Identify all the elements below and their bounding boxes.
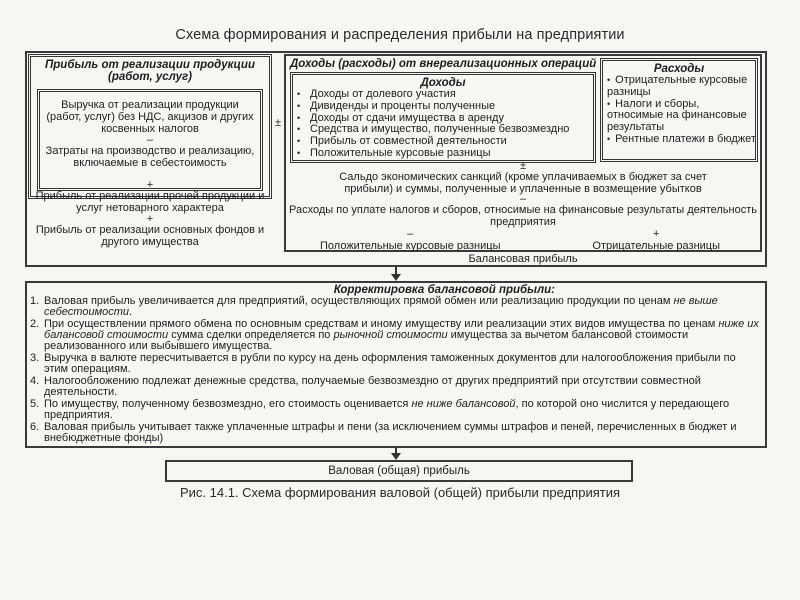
costs-text: Затраты на производство и реализацию, включаемые в себестоимость <box>45 145 255 169</box>
correction-item <box>30 353 760 375</box>
income-title: Доходы <box>420 77 466 89</box>
minus-sign: – <box>407 228 414 240</box>
item-text: По имуществу, полученному безвозмездно, его стоимость оценивается <box>44 397 412 410</box>
plus-minus-sign: ± <box>519 160 527 172</box>
sanctions-text: Сальдо экономических санкций (кроме уплачиваемых в бюджет за счет прибыли) и суммы, полученные и уплаченные в возмещение убытков <box>339 171 707 195</box>
revenue-costs-box <box>37 89 263 191</box>
figure-caption: Рис. 14.1. Схема формирования валовой (общей) прибыли предприятия <box>179 485 621 500</box>
down-arrow-icon <box>391 448 401 460</box>
positive-diff-text: Положительные курсовые разницы <box>320 240 501 252</box>
item-number: 2. <box>30 317 40 330</box>
sales-profit-heading: Прибыль от реализации продукции (работ, услуг) <box>45 59 255 83</box>
negative-diff-col <box>592 228 720 252</box>
emphasis-text: не выше себестоимости <box>44 295 718 319</box>
list-item: • Прибыль от совместной деятельности <box>297 136 569 148</box>
list-item: • Рентные платежи в бюджет <box>607 133 756 145</box>
item-text: , по которой оно числится у передающего предприятия. <box>44 397 730 422</box>
correction-item <box>30 376 760 398</box>
list-item: • Налоги и сборы, относимые на финансовые результаты <box>607 98 747 134</box>
balance-profit-label: Балансовая прибыль <box>468 253 578 265</box>
exchange-diff-row <box>286 228 760 252</box>
item-text: сумма сделки определяется по <box>168 329 334 342</box>
correction-item <box>30 319 760 353</box>
fixed-assets-text: Прибыль от реализации основных фондов и другого имущества <box>35 224 265 248</box>
expenses-box <box>600 58 758 162</box>
other-products-text: Прибыль от реализации прочей продукции и услуг нетоварного характера <box>35 190 265 214</box>
list-item: • Средства и имущество, полученные безвозмездно <box>297 124 569 136</box>
item-text: . <box>129 306 133 319</box>
expenses-list <box>607 75 757 146</box>
revenue-text: Выручка от реализации продукции (работ, услуг) без НДС, акцизов и других косвенных налогов <box>46 99 254 135</box>
other-sales-block <box>30 180 270 248</box>
item-text: Валовая прибыль учитывает также уплаченные штрафы и пени (за исключением суммы штрафов и пеней, перечисленных в бюджет и внебюджетные фонды) <box>44 420 737 444</box>
plus-sign: + <box>146 179 154 191</box>
taxes-text: Расходы по уплате налогов и сборов, относимые на финансовые результаты деятельность предприятия <box>289 204 757 228</box>
non-operating-lower <box>286 162 760 252</box>
emphasis-text: ниже их балансовой стоимости <box>44 317 759 342</box>
negative-diff-text: Отрицательные разницы <box>592 240 720 252</box>
plus-minus-sign: ± <box>274 117 282 129</box>
item-text: При осуществлении прямого обмена по основным средствам и иному имуществу или реализации этих видов имущества по ценам <box>44 317 719 330</box>
list-item: • Дивиденды и проценты полученные <box>297 101 569 113</box>
list-item: • Положительные курсовые разницы <box>297 148 569 160</box>
corrections-list <box>30 296 760 445</box>
emphasis-text: не ниже балансовой <box>411 397 516 410</box>
correction-item <box>30 399 760 421</box>
plus-sign: + <box>146 213 154 225</box>
list-item: • Отрицательные курсовые разницы <box>607 74 747 98</box>
sales-profit-panel <box>28 54 272 199</box>
correction-item <box>30 422 760 444</box>
item-text: Валовая прибыль увеличивается для предприятий, осуществляющих прямой обмен или реализацию продукции по ценам <box>44 295 674 307</box>
list-item: • Доходы от долевого участия <box>297 89 569 101</box>
non-operating-heading: Доходы (расходы) от внереализационных операций <box>290 58 597 70</box>
list-item: • Доходы от сдачи имущества в аренду <box>297 113 569 125</box>
corrections-heading: Корректировка балансовой прибыли: <box>333 284 555 296</box>
item-text: имущества за вычетом балансовой стоимости реализованного или выбывшего имущества. <box>44 329 689 353</box>
expenses-title: Расходы <box>653 63 705 75</box>
positive-diff-col <box>320 228 500 252</box>
correction-item <box>30 296 760 318</box>
gross-profit-box: Валовая (общая) прибыль <box>165 460 633 482</box>
down-arrow-icon <box>391 267 401 281</box>
item-number: 3. <box>30 352 40 365</box>
minus-sign: – <box>146 134 154 146</box>
emphasis-text: рыночной стоимости <box>333 329 448 342</box>
income-box <box>290 72 596 163</box>
balance-profit-corrections-box <box>25 281 767 448</box>
item-number: 4. <box>30 374 40 387</box>
item-number: 5. <box>30 397 40 410</box>
item-text: Выручка в валюте пересчитывается в рубли по курсу на день оформления таможенных документов дли налогообложения прибыли по этим операциям. <box>44 352 736 376</box>
item-number: 6. <box>30 420 40 433</box>
plus-sign: + <box>652 228 660 240</box>
item-number: 1. <box>30 295 40 307</box>
item-text: Налогообложению подлежат денежные средства, получаемые безвозмездно от других предприятий при отсутствии совместной деятельности. <box>44 374 701 399</box>
minus-sign: – <box>519 193 527 205</box>
non-operating-panel <box>284 54 762 252</box>
income-list <box>297 89 569 160</box>
diagram-title: Схема формирования и распределения прибыли на предприятии <box>175 27 625 43</box>
